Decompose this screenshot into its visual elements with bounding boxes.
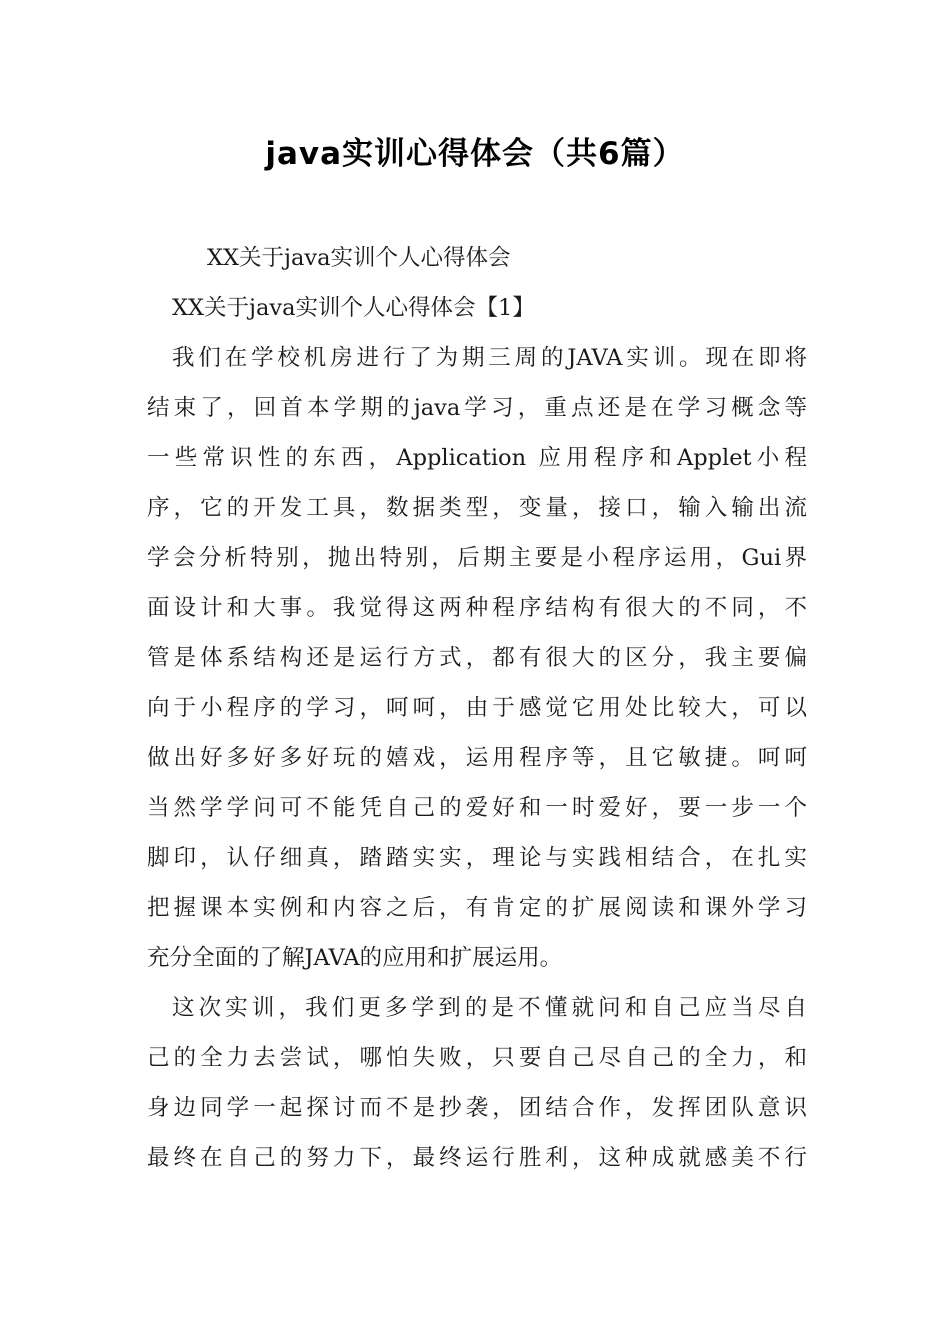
paragraph-line: 脚印，认仔细真，踏踏实实，理论与实践相结合，在扎实 bbox=[147, 845, 807, 871]
paragraph-line: 身边同学一起探讨而不是抄袭，团结合作，发挥团队意识 bbox=[147, 1095, 807, 1121]
paragraph-line: 这次实训，我们更多学到的是不懂就问和自己应当尽自 bbox=[172, 995, 807, 1021]
paragraph-line: 序，它的开发工具，数据类型，变量，接口，输入输出流 bbox=[147, 495, 807, 521]
paragraph-line: 己的全力去尝试，哪怕失败，只要自己尽自己的全力，和 bbox=[147, 1045, 807, 1071]
paragraph-line: 最终在自己的努力下，最终运行胜利，这种成就感美不行 bbox=[147, 1145, 807, 1171]
section-heading: XX关于java实训个人心得体会【1】 bbox=[172, 295, 535, 321]
paragraph-1 bbox=[147, 333, 807, 983]
paragraph-line: 当然学学问可不能凭自己的爱好和一时爱好，要一步一个 bbox=[147, 795, 807, 821]
paragraph-line: 我们在学校机房进行了为期三周的JAVA实训。现在即将 bbox=[172, 345, 807, 371]
paragraph-line: 把握课本实例和内容之后，有肯定的扩展阅读和课外学习 bbox=[147, 895, 807, 921]
document-body bbox=[147, 233, 807, 1183]
paragraph-line: 结束了，回首本学期的java学习，重点还是在学习概念等 bbox=[147, 395, 807, 421]
paragraph-line: 管是体系结构还是运行方式，都有很大的区分，我主要偏 bbox=[147, 645, 807, 671]
paragraph-2 bbox=[147, 983, 807, 1183]
paragraph-line: 充分全面的了解JAVA的应用和扩展运用。 bbox=[147, 945, 563, 971]
subtitle: XX关于java实训个人心得体会 bbox=[207, 245, 511, 271]
paragraph-line: 做出好多好多好玩的嬉戏，运用程序等，且它敏捷。呵呵 bbox=[147, 745, 807, 771]
paragraph-line: 面设计和大事。我觉得这两种程序结构有很大的不同，不 bbox=[147, 595, 807, 621]
paragraph-line: 一些常识性的东西，Application 应用程序和Applet小程 bbox=[147, 445, 807, 471]
paragraph-line: 学会分析特别，抛出特别，后期主要是小程序运用，Gui界 bbox=[147, 545, 807, 571]
paragraph-line: 向于小程序的学习，呵呵，由于感觉它用处比较大，可以 bbox=[147, 695, 807, 721]
document-title: java实训心得体会（共6篇） bbox=[265, 136, 685, 172]
